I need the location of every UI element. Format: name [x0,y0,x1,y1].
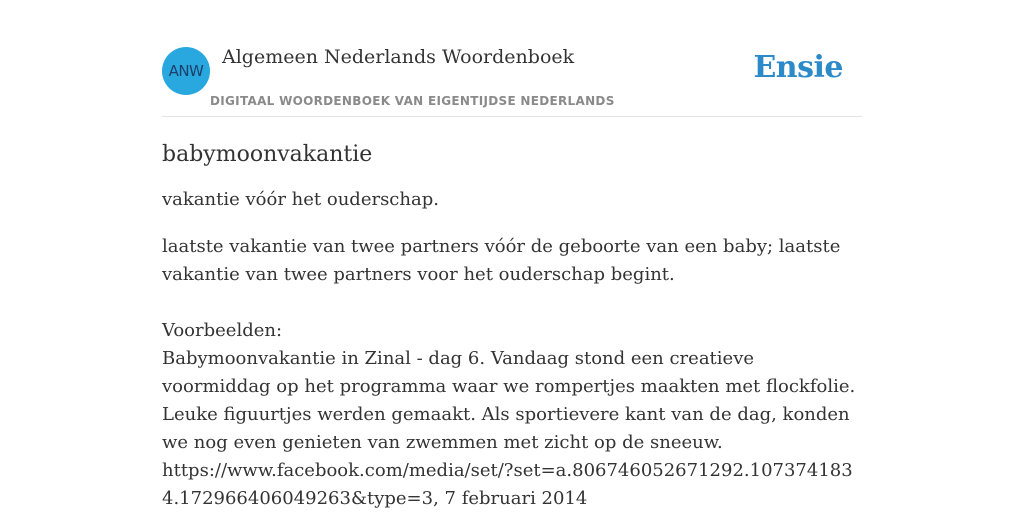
examples-block [162,317,862,512]
site-title[interactable]: Algemeen Nederlands Woordenboek [222,46,575,68]
entry-content [162,138,862,512]
ensie-brand-link[interactable]: Ensie [753,50,843,85]
long-definition: laatste vakantie van twee partners vóór de geboorte van een baby; laatste vakantie van twee partners voor het ouderschap begint. [162,236,841,285]
anw-logo[interactable] [162,47,210,95]
example-text: Babymoonvakantie in Zinal - dag 6. Vandaag stond een creatieve voormiddag op het programma waar we rompertjes maakten met flockfolie. Leuke figuurtjes werden gemaakt. Als sportievere kant van de dag, konden we nog even genieten van zwemmen met zicht op de sneeuw. [162,348,856,453]
examples-label: Voorbeelden: [162,320,283,341]
entry-headword: babymoonvakantie [162,142,373,167]
site-subtitle: DIGITAAL WOORDENBOEK VAN EIGENTIJDSE NEDERLANDS [210,94,615,108]
site-header [162,40,862,117]
logo-text: ANW [168,62,204,80]
example-source: https://www.facebook.com/media/set/?set=a.806746052671292.1073741834.172966406049263&type=3, 7 februari 2014 [162,460,853,509]
short-definition: vakantie vóór het ouderschap. [162,189,439,210]
